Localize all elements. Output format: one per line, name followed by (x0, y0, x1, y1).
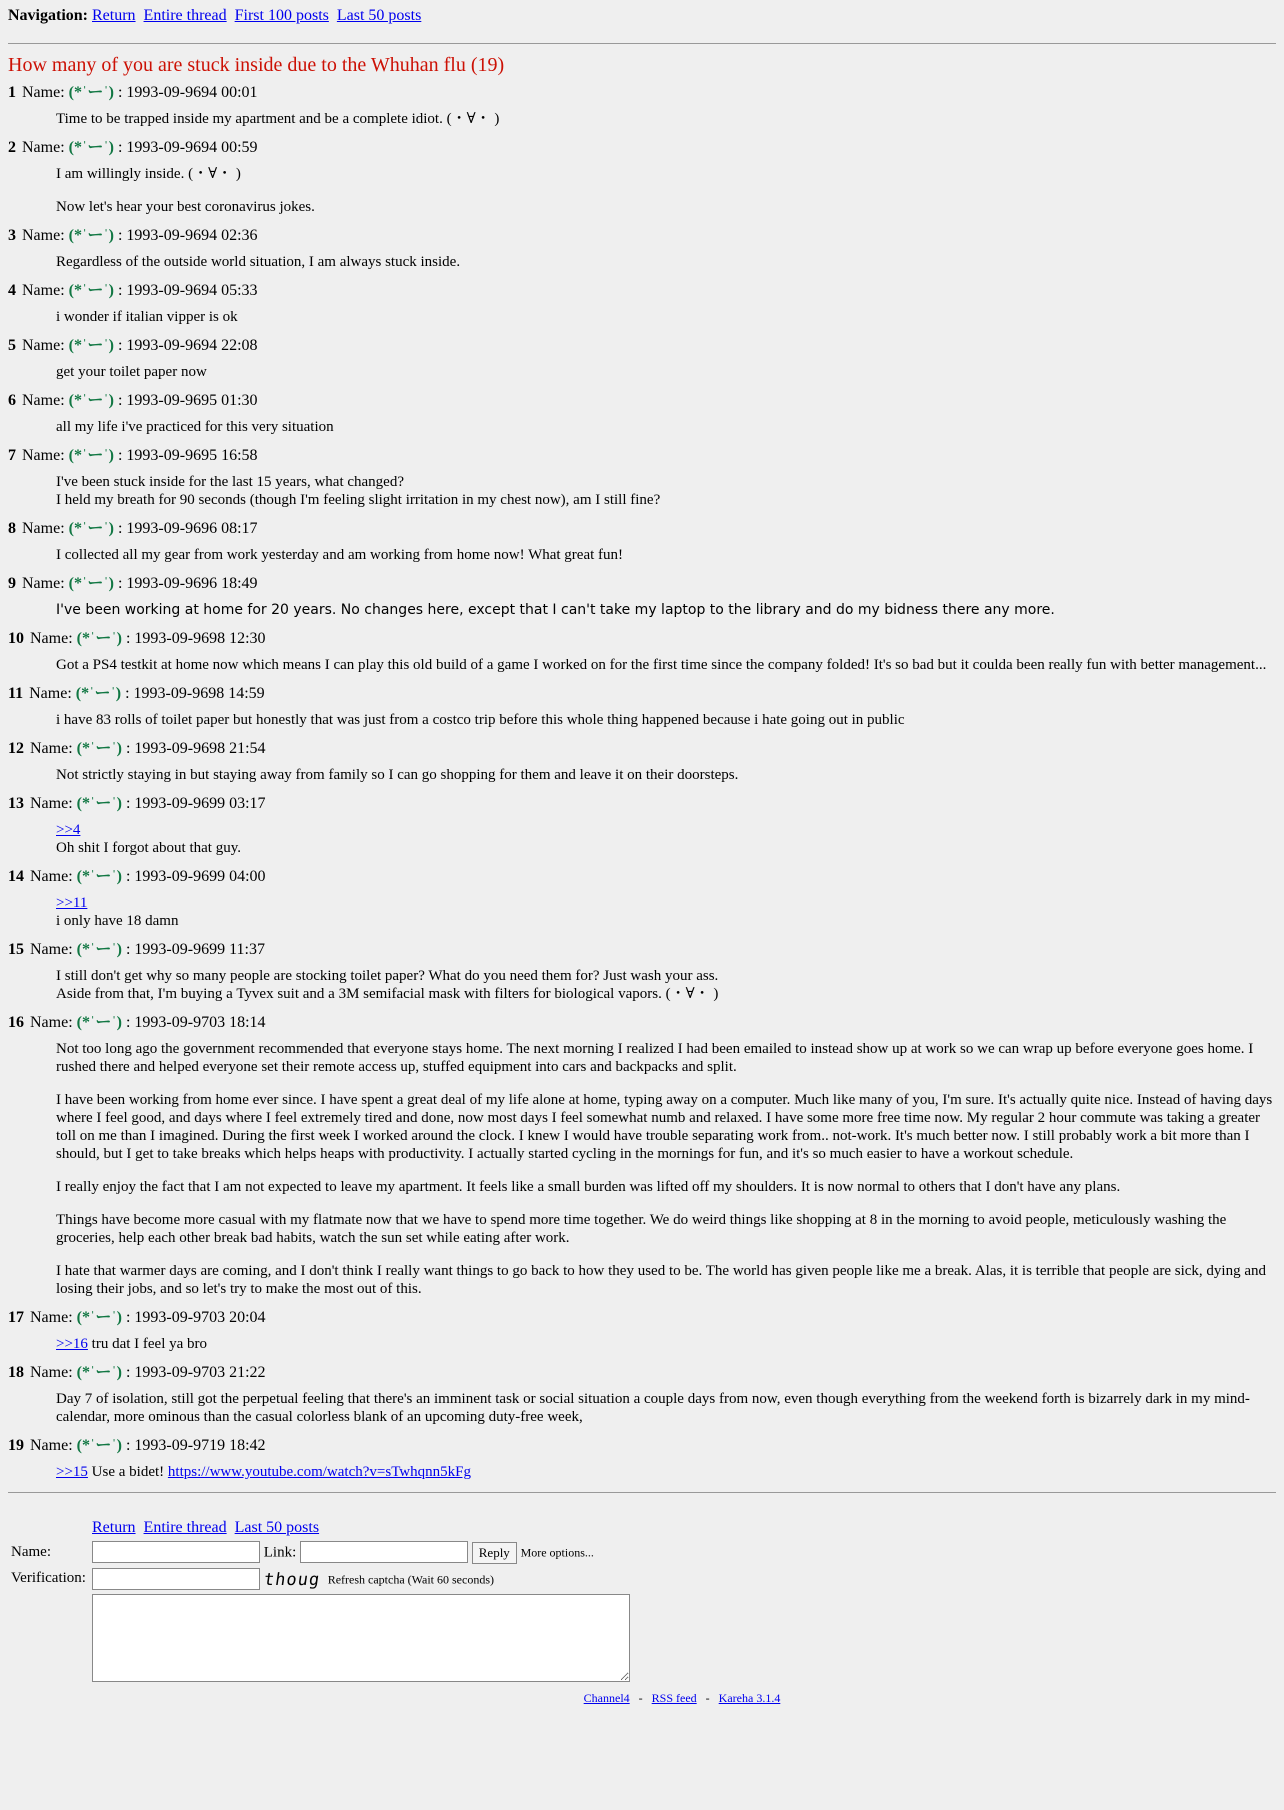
poster-name: (*ˈーˈ) (76, 630, 122, 647)
post-number[interactable]: 6 (8, 392, 16, 409)
post-paragraph: i wonder if italian vipper is ok (56, 309, 238, 325)
post-date: : 1993-09-9699 11:37 (125, 941, 265, 958)
post-number[interactable]: 18 (8, 1364, 24, 1381)
poster-name: (*ˈーˈ) (68, 392, 114, 409)
post-header (8, 685, 1276, 703)
poster-name: (*ˈーˈ) (68, 447, 114, 464)
post (8, 1437, 1276, 1481)
link-input[interactable] (300, 1541, 468, 1563)
post-paragraph: I really enjoy the fact that I am not expected to leave my apartment. It feels like a small burden was lifted off my shoulders. It is now normal to others that I don't have any plans. (56, 1179, 1121, 1195)
quote-link[interactable]: >>16 (56, 1336, 88, 1352)
post (8, 447, 1276, 509)
name-label: Name: (30, 1014, 73, 1031)
post-number[interactable]: 1 (8, 84, 16, 101)
poster-name: (*ˈーˈ) (68, 84, 114, 101)
post (8, 139, 1276, 216)
post-date: : 1993-09-9696 18:49 (117, 575, 258, 592)
post-header (8, 1014, 1276, 1032)
post (8, 520, 1276, 564)
poster-name: (*ˈーˈ) (75, 685, 122, 702)
post-body (56, 308, 1276, 326)
post-paragraph: Regardless of the outside world situation, I am always stuck inside. (56, 254, 461, 270)
post-paragraph: all my life i've practiced for this very situation (56, 419, 334, 435)
poster-name: (*ˈーˈ) (68, 575, 114, 592)
post-header (8, 1364, 1276, 1382)
post-body (56, 1335, 1276, 1353)
post (8, 630, 1276, 674)
post-date: : 1993-09-9695 01:30 (117, 392, 258, 409)
footer-link-rss[interactable]: RSS feed (651, 1691, 697, 1705)
post-paragraph: Not strictly staying in but staying away from family so I can go shopping for them and leave it on their doorsteps. (56, 767, 739, 783)
post (8, 337, 1276, 381)
post (8, 84, 1276, 128)
quote-link[interactable]: >>4 (56, 822, 81, 838)
post-body (56, 253, 1276, 271)
post (8, 1364, 1276, 1426)
poster-name: (*ˈーˈ) (68, 337, 114, 354)
post-date: : 1993-09-9699 04:00 (125, 868, 266, 885)
post-line: I still don't get why so many people are stocking toilet paper? What do you need them for? Just wash your ass. (56, 968, 719, 984)
name-label: Name: (30, 740, 73, 757)
name-label: Name: (22, 392, 65, 409)
name-label: Name: (29, 685, 72, 702)
post-header (8, 941, 1276, 959)
post (8, 795, 1276, 857)
reply-button[interactable]: Reply (472, 1542, 517, 1564)
post-body (56, 967, 1276, 1003)
post-header (8, 1309, 1276, 1327)
poster-name: (*ˈーˈ) (76, 1309, 122, 1326)
post (8, 868, 1276, 930)
post (8, 392, 1276, 436)
name-input[interactable] (92, 1541, 260, 1563)
post-number[interactable]: 2 (8, 139, 16, 156)
post-body (56, 546, 1276, 564)
thread-title: How many of you are stuck inside due to the Whuhan flu (19) (8, 54, 505, 76)
post-body (56, 821, 1276, 857)
message-textarea[interactable] (92, 1594, 630, 1682)
post-header (8, 630, 1276, 648)
post-number[interactable]: 15 (8, 941, 24, 958)
post (8, 1309, 1276, 1353)
post-number[interactable]: 10 (8, 630, 24, 647)
post-header (8, 520, 1276, 538)
post-number[interactable]: 13 (8, 795, 24, 812)
post-text: Use a bidet! (87, 1464, 168, 1480)
post-date: : 1993-09-9703 20:04 (125, 1309, 266, 1326)
post-paragraph: get your toilet paper now (56, 364, 207, 380)
post-number[interactable]: 17 (8, 1309, 24, 1326)
name-field-label: Name: (11, 1543, 51, 1560)
post (8, 227, 1276, 271)
post-line: Aside from that, I'm buying a Tyvex suit and a 3M semifacial mask with filters for biological vapors. (・∀・ ) (56, 986, 719, 1002)
name-label: Name: (30, 630, 73, 647)
post-number[interactable]: 19 (8, 1437, 24, 1454)
name-label: Name: (22, 139, 65, 156)
top-navigation (8, 7, 1276, 25)
post-list (8, 84, 1276, 1481)
post-number[interactable]: 4 (8, 282, 16, 299)
post-paragraph: I have been working from home ever since. I have spent a great deal of my life alone at home, typing away on a computer. Much like many of you, I'm sure. It's actually quite nice. Instead of having days where I feel good, and days where I feel extremely tired and done, now most days I feel somewhat numb and relaxed. I have some more free time now. My regular 2 hour commute was taking a greater toll on me than I imagined. During the first week I worked around the clock. I knew I would have trouble separating work from.. not-work. It's much better now. I still probably work a bit more than I should, but I get to take breaks which helps heaps with productivity. I actually started cycling in the mornings for fun, and it's so much easier to have a workout schedule. (56, 1092, 1273, 1162)
post-body (56, 110, 1276, 128)
reply-form (8, 1539, 633, 1689)
post-paragraph: Not too long ago the government recommended that everyone stays home. The next morning I realized I had been emailed to instead show up at work so we can wrap up before everyone goes home. I rushed there and helped everyone set their remote access up, stuffed equipment into cars and backpacks and split. (56, 1041, 1254, 1075)
post-date: : 1993-09-9694 00:59 (117, 139, 258, 156)
post-date: : 1993-09-9694 05:33 (117, 282, 258, 299)
post-number[interactable]: 7 (8, 447, 16, 464)
post-paragraph: I am willingly inside. (・∀・ ) (56, 166, 241, 182)
poster-name: (*ˈーˈ) (76, 740, 122, 757)
post (8, 941, 1276, 1003)
footer (8, 1691, 1276, 1706)
name-label: Name: (22, 575, 65, 592)
more-options-link[interactable]: More options... (520, 1545, 594, 1560)
reply-nav-return[interactable]: Return (92, 1519, 136, 1536)
post-body (56, 363, 1276, 381)
divider (8, 1492, 1276, 1493)
reply-nav-last-50[interactable]: Last 50 posts (234, 1519, 320, 1536)
post (8, 685, 1276, 729)
quote-link[interactable]: >>11 (56, 895, 88, 911)
name-label: Name: (30, 1437, 73, 1454)
name-label: Name: (22, 447, 65, 464)
footer-link-kareha[interactable]: Kareha 3.1.4 (718, 1691, 781, 1705)
name-label: Name: (22, 282, 65, 299)
post-text: tru dat I feel ya bro (87, 1336, 208, 1352)
name-label: Name: (30, 795, 73, 812)
reply-form-area (8, 1507, 1276, 1706)
post-paragraph: Time to be trapped inside my apartment and be a complete idiot. (・∀・ ) (56, 111, 500, 127)
nav-link-return[interactable]: Return (92, 7, 136, 24)
post-paragraph: Got a PS4 testkit at home now which means I can play this old build of a game I worked on for the first time since the company folded! It's so bad but it coulda been really fun with better management... (56, 657, 1267, 673)
post-paragraph: Now let's hear your best coronavirus jokes. (56, 199, 315, 215)
post-number[interactable]: 3 (8, 227, 16, 244)
name-label: Name: (30, 868, 73, 885)
post-date: : 1993-09-9694 22:08 (117, 337, 258, 354)
post-number[interactable]: 8 (8, 520, 16, 537)
poster-name: (*ˈーˈ) (68, 139, 114, 156)
poster-name: (*ˈーˈ) (76, 795, 122, 812)
post-header (8, 1437, 1276, 1455)
reply-navigation (92, 1519, 1276, 1537)
post-header (8, 337, 1276, 355)
name-label: Name: (22, 520, 65, 537)
post-body (56, 601, 1276, 619)
post-line: I held my breath for 90 seconds (though I'm feeling slight irritation in my chest now), am I still fine? (56, 492, 661, 508)
post-paragraph: I collected all my gear from work yesterday and am working from home now! What great fun! (56, 547, 624, 563)
nav-link-entire-thread[interactable]: Entire thread (143, 7, 227, 24)
post-paragraph: i have 83 rolls of toilet paper but honestly that was just from a costco trip before this whole thing happened because i hate going out in public (56, 712, 905, 728)
reply-nav-entire-thread[interactable]: Entire thread (143, 1519, 227, 1536)
link-field-label: Link: (263, 1544, 297, 1561)
nav-link-first-100[interactable]: First 100 posts (234, 7, 329, 24)
poster-name: (*ˈーˈ) (76, 1014, 122, 1031)
post-body (56, 894, 1276, 930)
footer-link-channel4[interactable]: Channel4 (583, 1691, 630, 1705)
post-number[interactable]: 14 (8, 868, 24, 885)
post-date: : 1993-09-9698 14:59 (125, 685, 265, 702)
post-body (56, 473, 1276, 509)
footer-separator: - (705, 1691, 710, 1705)
post-header (8, 740, 1276, 758)
post-header (8, 282, 1276, 300)
external-link[interactable]: https://www.youtube.com/watch?v=sTwhqnn5kFg (167, 1464, 471, 1480)
post-body (56, 418, 1276, 436)
post-paragraph: Things have become more casual with my flatmate now that we have to spend more time together. We do weird things like shopping at 8 in the morning to avoid people, meticulously washing the groceries, help each other break bad habits, watch the sun set while eating after work. (56, 1212, 1227, 1246)
post-date: : 1993-09-9698 12:30 (125, 630, 266, 647)
post (8, 575, 1276, 619)
post-header (8, 795, 1276, 813)
footer-separator: - (638, 1691, 643, 1705)
nav-label: Navigation: (8, 7, 88, 24)
post-line: i only have 18 damn (56, 913, 179, 929)
poster-name: (*ˈーˈ) (76, 941, 122, 958)
post-date: : 1993-09-9695 16:58 (117, 447, 258, 464)
post-header (8, 868, 1276, 886)
refresh-captcha-link[interactable]: Refresh captcha (Wait 60 seconds) (327, 1572, 494, 1586)
post-header (8, 447, 1276, 465)
post-header (8, 392, 1276, 410)
post (8, 740, 1276, 784)
name-label: Name: (30, 1364, 73, 1381)
poster-name: (*ˈーˈ) (76, 1437, 122, 1454)
divider (8, 43, 1276, 44)
post-line: Oh shit I forgot about that guy. (56, 840, 241, 856)
post-line: I've been stuck inside for the last 15 years, what changed? (56, 474, 404, 490)
poster-name: (*ˈーˈ) (76, 868, 122, 885)
poster-name: (*ˈーˈ) (76, 1364, 122, 1381)
post-header (8, 227, 1276, 245)
post-paragraph: I hate that warmer days are coming, and I don't think I really want things to go back to how they used to be. The world has given people like me a break. Alas, it is terrible that people are sick, dying and losing their jobs, and so let's try to make the most out of this. (56, 1263, 1267, 1297)
post-date: : 1993-09-9719 18:42 (125, 1437, 266, 1454)
poster-name: (*ˈーˈ) (68, 282, 114, 299)
post-date: : 1993-09-9703 21:22 (125, 1364, 266, 1381)
post-header (8, 575, 1276, 593)
post-paragraph: Day 7 of isolation, still got the perpetual feeling that there's an imminent task or social situation a couple days from now, even though everything from the weekend forth is bizarrely dark in my mind-calendar, more ominous than the casual colorless blank of an upcoming duty-free week, (56, 1391, 1250, 1425)
post-date: : 1993-09-9696 08:17 (117, 520, 258, 537)
post-number[interactable]: 11 (8, 685, 24, 702)
post-paragraph: I've been working at home for 20 years. No changes here, except that I can't take my laptop to the library and do my bidness there any more. (56, 602, 1055, 618)
post-body (56, 656, 1276, 674)
post-body (56, 1040, 1276, 1298)
name-label: Name: (30, 941, 73, 958)
post-number[interactable]: 5 (8, 337, 16, 354)
post (8, 282, 1276, 326)
quote-link[interactable]: >>15 (56, 1464, 88, 1480)
post-date: : 1993-09-9703 18:14 (125, 1014, 266, 1031)
poster-name: (*ˈーˈ) (68, 520, 114, 537)
post-body (56, 1390, 1276, 1426)
post-date: : 1993-09-9699 03:17 (125, 795, 266, 812)
post-number[interactable]: 12 (8, 740, 24, 757)
post-body (56, 1463, 1276, 1481)
name-label: Name: (22, 227, 65, 244)
post-header (8, 84, 1276, 102)
post-body (56, 711, 1276, 729)
captcha-image: thoug (262, 1570, 322, 1590)
post-header (8, 139, 1276, 157)
post-date: : 1993-09-9694 00:01 (117, 84, 258, 101)
verification-label: Verification: (11, 1570, 86, 1587)
verification-input[interactable] (92, 1568, 260, 1590)
post (8, 1014, 1276, 1298)
poster-name: (*ˈーˈ) (68, 227, 114, 244)
post-date: : 1993-09-9698 21:54 (125, 740, 266, 757)
post-number[interactable]: 16 (8, 1014, 24, 1031)
post-number[interactable]: 9 (8, 575, 16, 592)
name-label: Name: (30, 1309, 73, 1326)
post-body (56, 766, 1276, 784)
name-label: Name: (22, 84, 65, 101)
post-body (56, 165, 1276, 216)
post-date: : 1993-09-9694 02:36 (117, 227, 258, 244)
nav-link-last-50[interactable]: Last 50 posts (336, 7, 422, 24)
name-label: Name: (22, 337, 65, 354)
